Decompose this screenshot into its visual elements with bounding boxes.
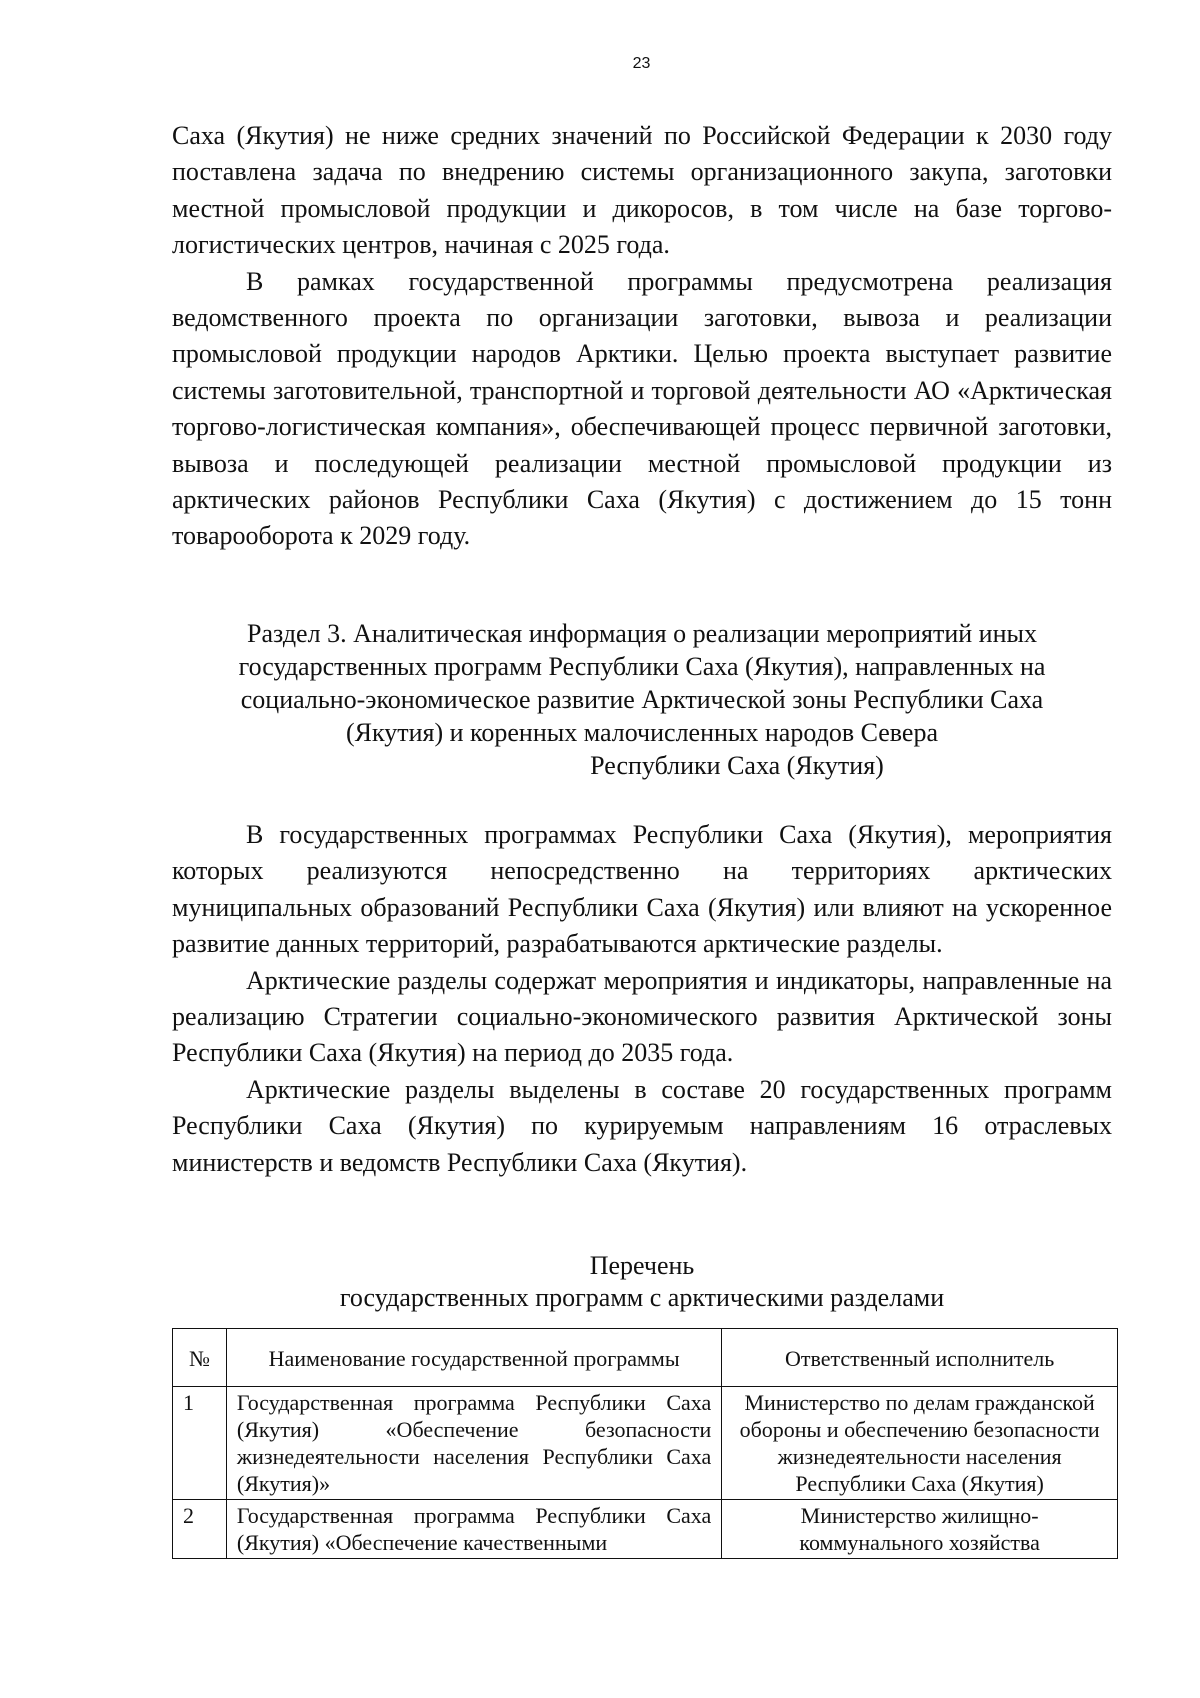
row-num: 1 (173, 1387, 227, 1500)
section-heading-line: Республики Саха (Якутия) (590, 751, 884, 780)
section-body (172, 817, 1112, 1181)
table-row (173, 1500, 1118, 1559)
section-heading-line: (Якутия) и коренных малочисленных народов Севера (345, 718, 939, 747)
page-number: 23 (632, 55, 651, 72)
section-paragraph: Арктические разделы содержат мероприятия и индикаторы, направленные на реализацию Стратегии социально-экономического развития Арктической зоны Республики Саха (Якутия) на период до 2035 года. (172, 965, 1112, 1068)
intro-paragraph: В рамках государственной программы предусмотрена реализация ведомственного проекта по организации заготовки, вывоза и реализации промысловой продукции народов Арктики. Целью проекта выступает развитие системы заготовительной, транспортной и торговой деятельности АО «Арктическая торгово-логистическая компания», обеспечивающей процесс первичной заготовки, вывоза и последующей реализации местной промысловой продукции из арктических районов Республики Саха (Якутия) с достижением до 15 тонн товарооборота к 2029 году. (172, 266, 1112, 551)
section-heading-line: государственных программ Республики Саха (Якутия), направленных на (238, 652, 1046, 681)
list-title-line: государственных программ с арктическими разделами (339, 1283, 945, 1312)
row-program-name: Государственная программа Республики Саха (Якутия) «Обеспечение качественными (226, 1500, 721, 1559)
intro-text (172, 118, 1112, 555)
row-num: 2 (173, 1500, 227, 1559)
section-heading (172, 617, 1112, 782)
header-name: Наименование государственной программы (226, 1329, 721, 1387)
programs-table (172, 1328, 1118, 1559)
table-row (173, 1387, 1118, 1500)
list-title (172, 1250, 1112, 1314)
row-executor: Министерство по делам гражданской обороны и обеспечению безопасности жизнедеятельности населения Республики Саха (Якутия) (722, 1387, 1118, 1500)
section-paragraph: Арктические разделы выделены в составе 20 государственных программ Республики Саха (Якутия) по курируемым направлениям 16 отраслевых министерств и ведомств Республики Саха (Якутия). (172, 1074, 1112, 1177)
intro-paragraph: Саха (Якутия) не ниже средних значений по Российской Федерации к 2030 году поставлена задача по внедрению системы организационного закупа, заготовки местной промысловой продукции и дикоросов, в том числе на базе торгово-логистических центров, начиная с 2025 года. (172, 121, 1112, 260)
row-program-name: Государственная программа Республики Саха (Якутия) «Обеспечение безопасности жизнедеятельности населения Республики Саха (Якутия)» (226, 1387, 721, 1500)
table-header-row (173, 1329, 1118, 1387)
row-executor: Министерство жилищно-коммунального хозяйства (722, 1500, 1118, 1559)
header-num: № (173, 1329, 227, 1387)
section-heading-line: социально-экономическое развитие Арктической зоны Республики Саха (240, 685, 1044, 714)
section-paragraph: В государственных программах Республики Саха (Якутия), мероприятия которых реализуются непосредственно на территориях арктических муниципальных образований Республики Саха (Якутия) или влияют на ускоренное развитие данных территорий, разрабатываются арктические разделы. (172, 820, 1112, 959)
header-executor: Ответственный исполнитель (722, 1329, 1118, 1387)
section-heading-line: Раздел 3. Аналитическая информация о реализации мероприятий иных (247, 619, 1037, 648)
list-title-line: Перечень (589, 1251, 695, 1280)
